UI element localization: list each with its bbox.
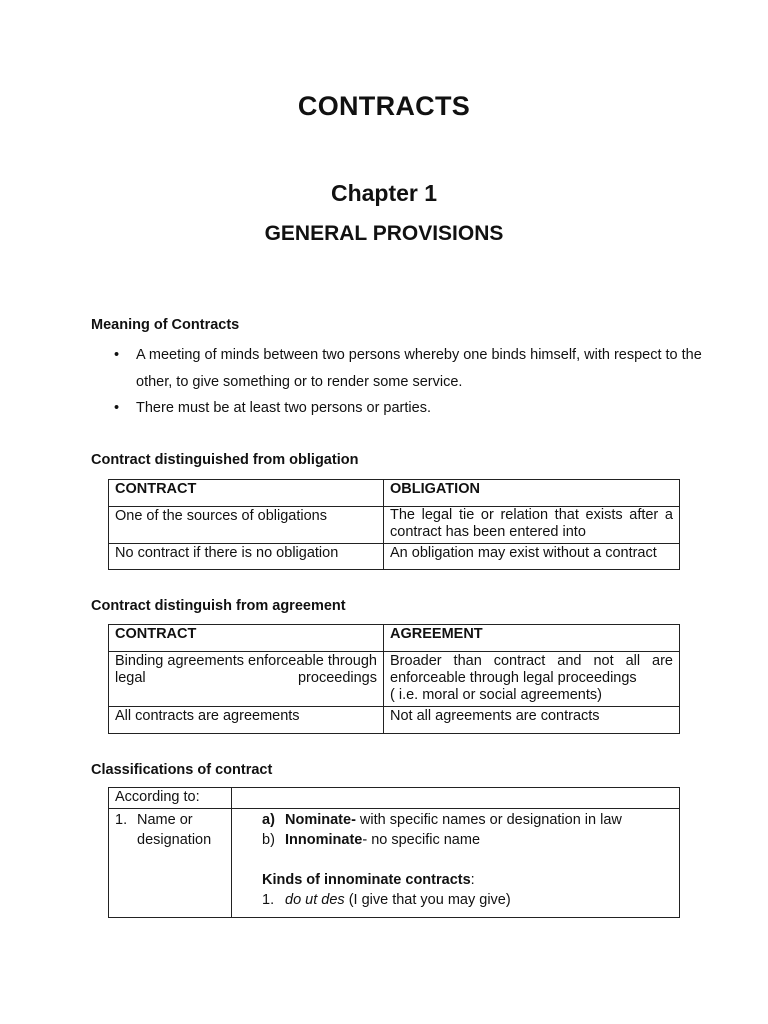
term-desc: with specific names or designation in law xyxy=(355,812,622,828)
item-number: 1. xyxy=(115,812,128,828)
table-cell: The legal tie or relation that exists after a contract has been entered into xyxy=(384,507,680,544)
table-cell: According to: xyxy=(109,788,232,809)
agreement-table xyxy=(108,624,680,734)
table-cell: One of the sources of obligations xyxy=(109,507,384,544)
bullet-item xyxy=(112,397,712,419)
header-cell: CONTRACT xyxy=(109,625,384,652)
header-cell: AGREEMENT xyxy=(384,625,680,652)
table-header-row xyxy=(109,625,680,652)
table-row xyxy=(109,544,680,570)
chapter-title: GENERAL PROVISIONS xyxy=(264,222,504,245)
table-row xyxy=(109,809,680,918)
table-cell: All contracts are agreements xyxy=(109,707,384,734)
innominate-line xyxy=(262,830,673,850)
document-title: CONTRACTS xyxy=(297,91,471,121)
bullet-marker: • xyxy=(114,400,120,416)
bullet-item xyxy=(112,342,712,396)
table-row xyxy=(109,707,680,734)
table-cell xyxy=(232,788,680,809)
table-header-row xyxy=(109,788,680,809)
header-cell: OBLIGATION xyxy=(384,480,680,507)
cell-text-note: ( i.e. moral or social agreements) xyxy=(390,687,602,703)
chapter-heading: Chapter 1 xyxy=(330,180,438,206)
kinds-heading-colon: : xyxy=(470,872,475,888)
cell-text xyxy=(115,653,377,687)
section-heading-obligation: Contract distinguished from obligation xyxy=(91,452,359,468)
cell-text-span: Binding agreements enforceable through legal proceedings xyxy=(115,653,377,686)
kind-item xyxy=(262,890,673,910)
spacer xyxy=(262,850,673,870)
item-label-cont: designation xyxy=(137,832,212,848)
kinds-heading-text: Kinds of innominate contracts xyxy=(262,872,471,888)
bullet-text: A meeting of minds between two persons whereby one binds himself, with respect to the other, to give something or to render some service. xyxy=(136,347,702,390)
term-desc: - no specific name xyxy=(362,832,481,848)
table-header-row xyxy=(109,480,680,507)
table-cell xyxy=(109,652,384,707)
term: Innominate xyxy=(285,832,363,848)
table-row xyxy=(109,652,680,707)
obligation-table xyxy=(108,479,680,570)
table-cell xyxy=(384,652,680,707)
cell-text: Broader than contract and not all are enforceable through legal proceedings xyxy=(390,653,673,686)
table-cell: An obligation may exist without a contract xyxy=(384,544,680,570)
kind-number: 1. xyxy=(262,892,275,908)
bullet-marker: • xyxy=(114,347,120,363)
kind-desc: (I give that you may give) xyxy=(344,892,511,908)
classification-item xyxy=(115,810,225,830)
header-cell: CONTRACT xyxy=(109,480,384,507)
section-heading-meaning: Meaning of Contracts xyxy=(91,317,240,333)
bullet-text: There must be at least two persons or parties. xyxy=(136,400,431,416)
latin-term: do ut des xyxy=(285,892,345,908)
section-heading-classifications: Classifications of contract xyxy=(91,762,273,778)
table-cell: No contract if there is no obligation xyxy=(109,544,384,570)
kinds-heading xyxy=(262,870,673,890)
list-marker: b) xyxy=(262,832,275,848)
term: Nominate- xyxy=(285,812,356,828)
nominate-line xyxy=(262,810,673,830)
table-row xyxy=(109,507,680,544)
classifications-table xyxy=(108,787,680,918)
list-marker: a) xyxy=(262,812,275,828)
table-cell xyxy=(109,809,232,918)
item-label: Name or xyxy=(137,812,193,828)
table-cell xyxy=(232,809,680,918)
table-cell: Not all agreements are contracts xyxy=(384,707,680,734)
section-heading-agreement: Contract distinguish from agreement xyxy=(91,598,346,614)
